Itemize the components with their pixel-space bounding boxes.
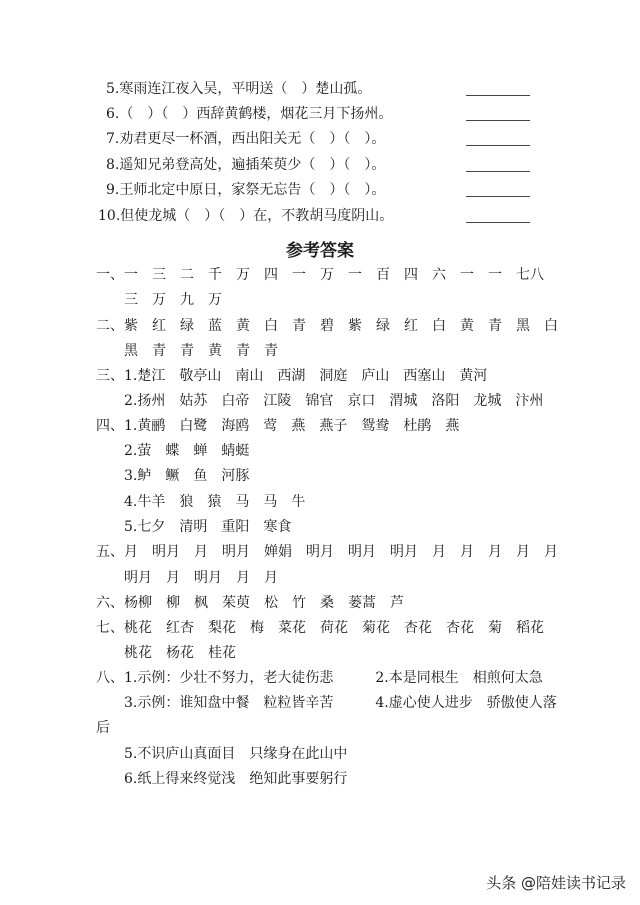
answer-line: 二、紫 红 绿 蓝 黄 白 青 碧 紫 绿 红 白 黄 青 黑 白 (96, 318, 558, 334)
answer-line: 2.萤 蝶 蝉 蜻蜓 (96, 443, 250, 459)
answer-line: 2.扬州 姑苏 白帝 江陵 锦官 京口 渭城 洛阳 龙城 汴州 (96, 393, 544, 409)
watermark-text: 头条 @陪娃读书记录 (486, 874, 626, 892)
answer-line: 后 (96, 720, 110, 736)
answer-line: 三 万 九 万 (96, 292, 222, 308)
question-5: 5.寒雨连江夜入吴，平明送（ ）楚山孤。 (106, 81, 372, 97)
question-10: 10.但使龙城（ ）（ ）在，不教胡马度阴山。 (98, 208, 394, 224)
answer-blank-8 (466, 171, 530, 172)
answer-blank-9 (466, 196, 530, 197)
answer-blank-5 (466, 95, 530, 96)
answer-blank-6 (466, 120, 530, 121)
answer-line: 一、一 三 二 千 万 四 一 万 一 百 四 六 一 一 七八 (96, 267, 544, 283)
question-8: 8.遥知兄弟登高处，遍插茱萸少（ ）（ ）。 (106, 157, 386, 173)
question-6: 6.（ ）（ ）西辞黄鹤楼，烟花三月下扬州。 (106, 106, 393, 122)
answer-line: 五、月 明月 月 明月 婵娟 明月 明月 明月 月 月 月 月 月 (96, 544, 558, 560)
answer-line: 八、1.示例：少壮不努力，老大徒伤悲 2.本是同根生 相煎何太急 (96, 670, 543, 686)
answer-line: 四、1.黄鹂 白鹭 海鸥 莺 燕 燕子 鸳鸯 杜鹃 燕 (96, 418, 460, 434)
answer-line: 5.七夕 清明 重阳 寒食 (96, 519, 292, 535)
answer-line: 4.牛羊 狼 猿 马 马 牛 (96, 494, 306, 510)
answer-line: 桃花 杨花 桂花 (96, 645, 236, 661)
answer-line: 5.不识庐山真面目 只缘身在此山中 (96, 746, 348, 762)
answer-line: 明月 月 明月 月 月 (96, 570, 278, 586)
answer-line: 三、1.楚江 敬亭山 南山 西湖 洞庭 庐山 西塞山 黄河 (96, 368, 488, 384)
question-7: 7.劝君更尽一杯酒，西出阳关无（ ）（ ）。 (106, 131, 386, 147)
answer-line: 七、桃花 红杏 梨花 梅 菜花 荷花 菊花 杏花 杏花 菊 稻花 (96, 620, 544, 636)
answer-blank-10 (466, 222, 530, 223)
answer-line: 3.示例：谁知盘中餐 粒粒皆辛苦 4.虚心使人进步 骄傲使人落 (96, 695, 557, 711)
answer-line: 六、杨柳 柳 枫 茱萸 松 竹 桑 蒌蒿 芦 (96, 595, 404, 611)
answer-blank-7 (466, 145, 530, 146)
answers-title: 参考答案 (286, 241, 354, 261)
question-9: 9.王师北定中原日，家祭无忘告（ ）（ ）。 (106, 182, 386, 198)
answer-line: 黑 青 青 黄 青 青 (96, 343, 278, 359)
answer-line: 3.鲈 鳜 鱼 河豚 (96, 468, 250, 484)
answer-line: 6.纸上得来终觉浅 绝知此事要躬行 (96, 771, 348, 787)
